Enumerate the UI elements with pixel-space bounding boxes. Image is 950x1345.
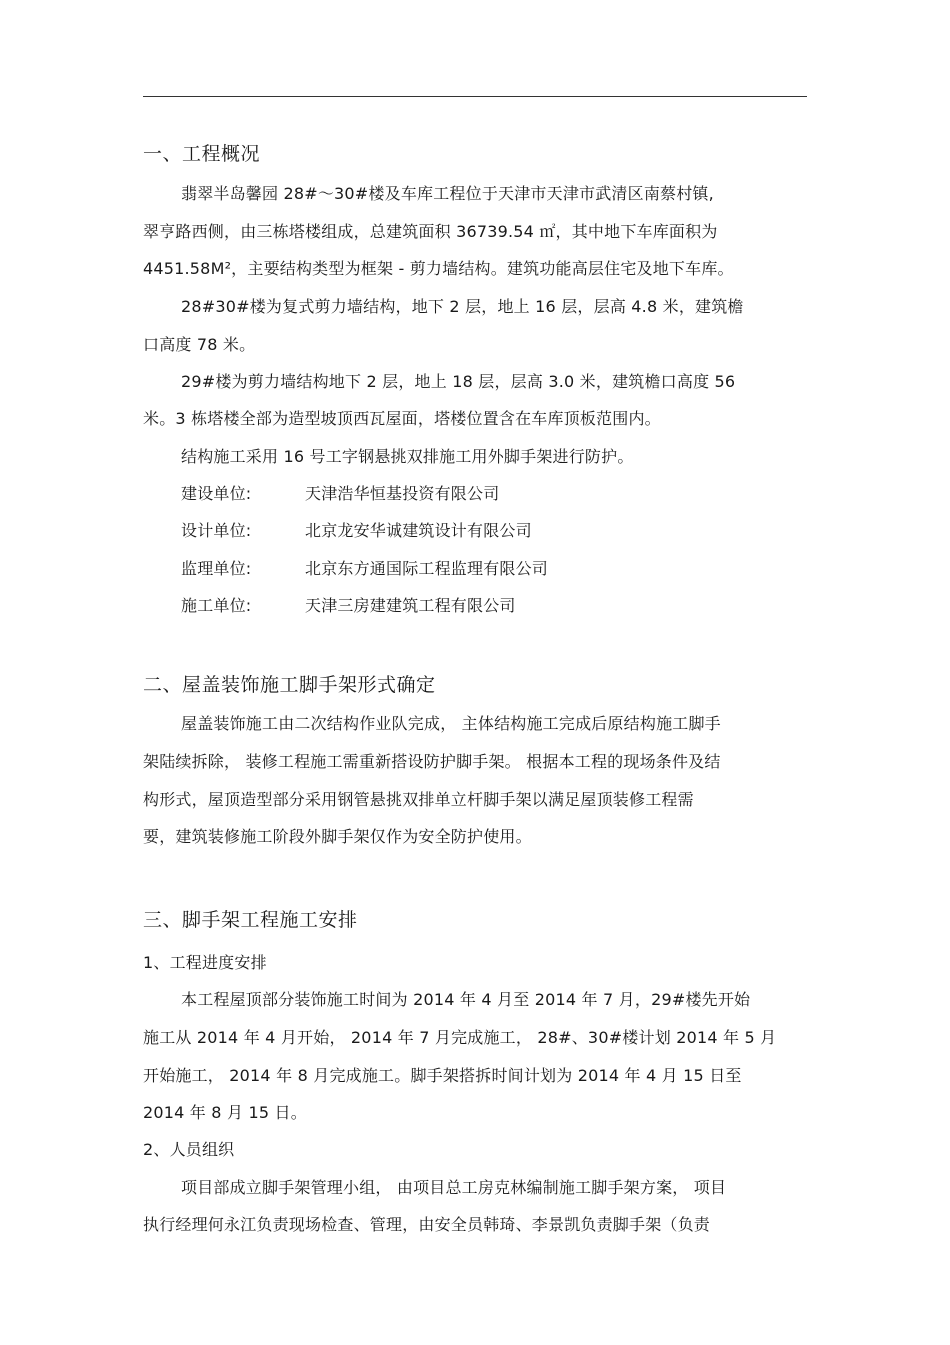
unit-label: 建设单位: xyxy=(181,484,252,503)
paragraph-line: 结构施工采用 16 号工字钢悬挑双排施工用外脚手架进行防护。 xyxy=(181,447,634,466)
paragraph-line: 29#楼为剪力墙结构地下 2 层，地上 18 层，层高 3.0 米，建筑檐口高度 56 xyxy=(181,372,736,391)
unit-value: 天津浩华恒基投资有限公司 xyxy=(305,484,500,503)
paragraph-line: 要，建筑装修施工阶段外脚手架仅作为安全防护使用。 xyxy=(143,827,532,846)
paragraph-line: 翠亨路西侧，由三栋塔楼组成，总建筑面积 36739.54 ㎡，其中地下车库面积为 xyxy=(143,222,718,241)
unit-value: 北京龙安华诚建筑设计有限公司 xyxy=(305,521,532,540)
paragraph-line: 翡翠半岛馨园 28#～30#楼及车库工程位于天津市天津市武清区南蔡村镇, xyxy=(181,184,714,203)
section2-heading: 二、屋盖装饰施工脚手架形式确定 xyxy=(143,674,436,696)
paragraph-line: 4451.58M²，主要结构类型为框架 - 剪力墙结构。建筑功能高层住宅及地下车库。 xyxy=(143,259,734,278)
paragraph-line: 执行经理何永江负责现场检查、管理，由安全员韩琦、李景凯负责脚手架（负责 xyxy=(143,1215,711,1234)
unit-value: 北京东方通国际工程监理有限公司 xyxy=(305,559,549,578)
paragraph-line: 架陆续拆除， 装修工程施工需重新搭设防护脚手架。 根据本工程的现场条件及结 xyxy=(143,752,721,771)
unit-label: 监理单位: xyxy=(181,559,252,578)
paragraph-line: 口高度 78 米。 xyxy=(143,335,256,354)
subsection-title: 1、工程进度安排 xyxy=(143,953,267,972)
paragraph-line: 构形式，屋顶造型部分采用钢管悬挑双排单立杆脚手架以满足屋顶装修工程需 xyxy=(143,790,694,809)
paragraph-line: 2014 年 8 月 15 日。 xyxy=(143,1103,307,1122)
unit-value: 天津三房建建筑工程有限公司 xyxy=(305,596,516,615)
paragraph-line: 28#30#楼为复式剪力墙结构，地下 2 层，地上 16 层，层高 4.8 米，建筑檐 xyxy=(181,297,744,316)
paragraph-line: 开始施工， 2014 年 8 月完成施工。脚手架搭拆时间计划为 2014 年 4 月 15 日至 xyxy=(143,1066,742,1085)
header-rule xyxy=(143,96,807,97)
unit-label: 设计单位: xyxy=(181,521,252,540)
section3-heading: 三、脚手架工程施工安排 xyxy=(143,909,358,931)
subsection-title: 2、人员组织 xyxy=(143,1140,235,1159)
section1-heading: 一、工程概况 xyxy=(143,143,261,165)
paragraph-line: 米。3 栋塔楼全部为造型坡顶西瓦屋面，塔楼位置含在车库顶板范围内。 xyxy=(143,409,661,428)
paragraph-line: 本工程屋顶部分装饰施工时间为 2014 年 4 月至 2014 年 7 月，29#楼先开始 xyxy=(181,990,751,1009)
paragraph-line: 项目部成立脚手架管理小组， 由项目总工房克林编制施工脚手架方案， 项目 xyxy=(181,1178,727,1197)
paragraph-line: 屋盖装饰施工由二次结构作业队完成， 主体结构施工完成后原结构施工脚手 xyxy=(181,714,721,733)
unit-label: 施工单位: xyxy=(181,596,252,615)
paragraph-line: 施工从 2014 年 4 月开始， 2014 年 7 月完成施工， 28#、30#楼计划 2014 年 5 月 xyxy=(143,1028,777,1047)
